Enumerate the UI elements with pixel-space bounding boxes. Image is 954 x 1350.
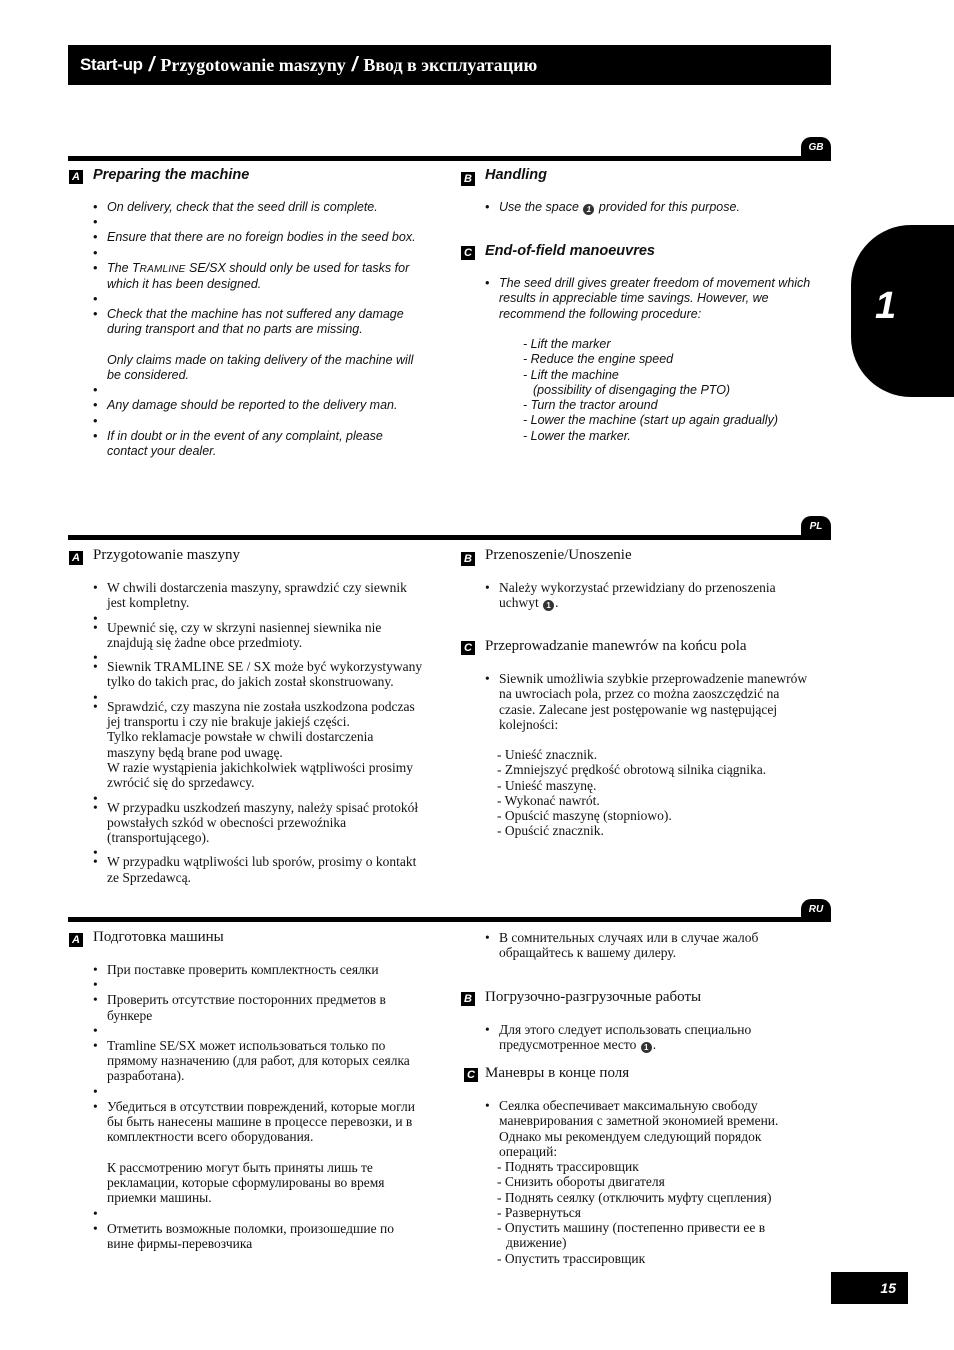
step-item: - Lift the marker bbox=[523, 337, 611, 351]
step-item: - Opuścić maszynę (stopniowo). bbox=[497, 808, 672, 824]
marker-a: A bbox=[69, 170, 83, 184]
list-item: • W chwili dostarczenia maszyny, sprawdzić czy siewnik jest kompletny. bbox=[93, 580, 423, 611]
pl-preparation-list bbox=[93, 580, 423, 885]
pl-procedure-steps bbox=[497, 747, 766, 839]
list-item: • При поставке проверить комплектность сеялки bbox=[93, 962, 423, 977]
marker-a: A bbox=[69, 551, 83, 565]
section-rule-ru bbox=[68, 917, 831, 922]
list-item: • The seed drill gives greater freedom of movement which results in appreciable time savings. However, we recommend the following procedure: bbox=[485, 276, 815, 322]
language-badge-pl: PL bbox=[801, 516, 831, 536]
step-item: - Zmniejszyć prędkość obrotową silnika ciągnika. bbox=[497, 762, 767, 778]
step-item: (possibility of disengaging the PTO) bbox=[533, 382, 731, 397]
ru-preparation-list bbox=[93, 962, 423, 1251]
list-item: • Отметить возможные поломки, произошедшие по вине фирмы-перевозчика bbox=[93, 1221, 423, 1252]
chapter-tab bbox=[851, 225, 954, 397]
step-item: - Lift the machine bbox=[523, 367, 619, 382]
list-item: • Any damage should be reported to the delivery man. bbox=[93, 398, 423, 413]
heading-preparing-machine: Preparing the machine bbox=[93, 167, 250, 183]
step-item: - Поднять трассировщик bbox=[497, 1159, 639, 1174]
gb-handling-list bbox=[485, 200, 815, 215]
step-item: - Unieść znacznik. bbox=[497, 747, 598, 762]
list-item: • Check that the machine has not suffered any damage during transport and that no parts are missing. Only claims made on taking delivery of the machine will be considered. bbox=[93, 307, 423, 383]
step-item: - Опустить трассировщик bbox=[497, 1250, 646, 1266]
language-badge-gb: GB bbox=[801, 137, 831, 157]
list-item: • The TRAMLINE SE/SX should only be used for tasks for which it has been designed. bbox=[93, 261, 423, 293]
section-rule-pl bbox=[68, 535, 831, 540]
step-item: - Поднять сеялку (отключить муфту сцепления) bbox=[497, 1189, 772, 1205]
header-title-pl: Przygotowanie maszyny bbox=[160, 54, 346, 75]
gb-preparation-list bbox=[93, 200, 423, 459]
step-item: - Wykonać nawrót. bbox=[497, 792, 600, 808]
list-item: • Upewnić się, czy w skrzyni nasiennej siewnika nie znajdują się żadne obce przedmioty. bbox=[93, 620, 423, 651]
heading-handling: Handling bbox=[485, 167, 548, 183]
chapter-number: 1 bbox=[875, 285, 897, 327]
list-item: • On delivery, check that the seed drill is complete. bbox=[93, 200, 423, 215]
ru-manoeuvres-list bbox=[485, 1098, 815, 1159]
ru-handling-list bbox=[485, 1022, 815, 1053]
heading-pogruzka: Погрузочно-разгрузочные работы bbox=[485, 989, 702, 1005]
step-item: - Опустить машину (постепенно привести ее в движение) bbox=[497, 1220, 766, 1251]
list-item: • If in doubt or in the event of any complaint, please contact your dealer. bbox=[93, 429, 423, 460]
heading-manevry: Маневры в конце поля bbox=[485, 1065, 630, 1081]
list-item: • W przypadku wątpliwości lub sporów, prosimy o kontakt ze Sprzedawcą. bbox=[93, 854, 423, 885]
reference-1-icon: 1 bbox=[641, 1042, 652, 1053]
ru-complaint-list bbox=[485, 930, 815, 961]
page-number: 15 bbox=[831, 1272, 908, 1304]
marker-b: B bbox=[461, 172, 475, 186]
page-header bbox=[68, 45, 831, 85]
header-title-en: Start-up bbox=[80, 55, 143, 74]
header-separator: / bbox=[351, 53, 358, 76]
gb-procedure-steps bbox=[523, 337, 778, 444]
step-item: - Снизить обороты двигателя bbox=[497, 1174, 665, 1190]
step-item: - Lower the machine (start up again gradually) bbox=[523, 413, 778, 428]
list-item: • Сеялка обеспечивает максимальную свободу маневрирования с заметной экономией времени. Однако мы рекомендуем следующий порядок операций: bbox=[485, 1098, 815, 1159]
gb-manoeuvres-list bbox=[485, 276, 815, 322]
section-rule-gb bbox=[68, 156, 831, 161]
list-item: • W przypadku uszkodzeń maszyny, należy spisać protokół powstałych szkód w obecności przewoźnika (transportującego). bbox=[93, 800, 423, 846]
marker-c: C bbox=[461, 246, 475, 260]
list-item: • Убедиться в отсутствии повреждений, которые могли бы быть нанесены машине в процессе перевозки, и в комплектности всего оборудования. К рассмотрению могут быть приняты лишь те рекламации, которые сформулированы во время приемки машины. bbox=[93, 1099, 423, 1206]
heading-przenoszenie: Przenoszenie/Unoszenie bbox=[485, 547, 632, 563]
marker-c: C bbox=[464, 1068, 478, 1082]
step-item: - Развернуться bbox=[497, 1204, 581, 1220]
list-item: • Tramline SE/SX может использоваться только по прямому назначению (для работ, для которых сеялка разработана). bbox=[93, 1038, 423, 1084]
list-item: • Siewnik umożliwia szybkie przeprowadzenie manewrów na uwrociach pola, przez co można zaoszczędzić na czasie. Zalecane jest postępowanie wg następującej kolejności: bbox=[485, 671, 815, 732]
header-title-ru: Ввод в эксплуатацию bbox=[363, 54, 538, 75]
list-item: • Sprawdzić, czy maszyna nie została uszkodzona podczas jej transportu i czy nie brakuje jakiejś części. Tylko reklamacje powstałe w chwili dostarczenia maszyny będą brane pod uwagę. W razie wystąpienia jakichkolwiek wątpliwości prosimy zwrócić się do sprzedawcy. bbox=[93, 699, 423, 791]
step-item: - Unieść maszynę. bbox=[497, 777, 597, 793]
heading-manewry: Przeprowadzanie manewrów na końcu pola bbox=[485, 638, 747, 654]
heading-podgotovka: Подготовка машины bbox=[93, 929, 224, 945]
marker-b: B bbox=[461, 552, 475, 566]
step-item: - Opuścić znacznik. bbox=[497, 823, 604, 839]
reference-1-icon: 1 bbox=[543, 600, 554, 611]
step-item: - Reduce the engine speed bbox=[523, 352, 674, 367]
list-item: • Należy wykorzystać przewidziany do przenoszenia uchwyt 1 . bbox=[485, 580, 815, 611]
language-badge-ru: RU bbox=[801, 899, 831, 919]
marker-a: A bbox=[69, 933, 83, 947]
marker-b: B bbox=[461, 992, 475, 1006]
list-item: • В сомнительных случаях или в случае жалоб обращайтесь к вашему дилеру. bbox=[485, 930, 815, 961]
ru-procedure-steps bbox=[497, 1159, 817, 1266]
list-item: • Ensure that there are no foreign bodies in the seed box. bbox=[93, 230, 423, 245]
list-item: • Для этого следует использовать специально предусмотренное место 1 . bbox=[485, 1022, 815, 1053]
list-item: • Use the space 1 provided for this purpose. bbox=[485, 200, 815, 215]
list-item: • Siewnik TRAMLINE SE / SX może być wykorzystywany tylko do takich prac, do jakich został skonstruowany. bbox=[93, 659, 423, 690]
reference-1-icon: 1 bbox=[583, 204, 594, 215]
heading-przygotowanie: Przygotowanie maszyny bbox=[93, 547, 241, 563]
pl-manoeuvres-list bbox=[485, 671, 815, 732]
header-separator: / bbox=[148, 53, 155, 76]
step-item: - Turn the tractor around bbox=[523, 398, 658, 413]
marker-c: C bbox=[461, 641, 475, 655]
pl-handling-list bbox=[485, 580, 815, 611]
list-item: • Проверить отсутствие посторонних предметов в бункере bbox=[93, 992, 423, 1023]
step-item: - Lower the marker. bbox=[523, 428, 631, 443]
heading-end-of-field: End-of-field manoeuvres bbox=[485, 243, 655, 259]
